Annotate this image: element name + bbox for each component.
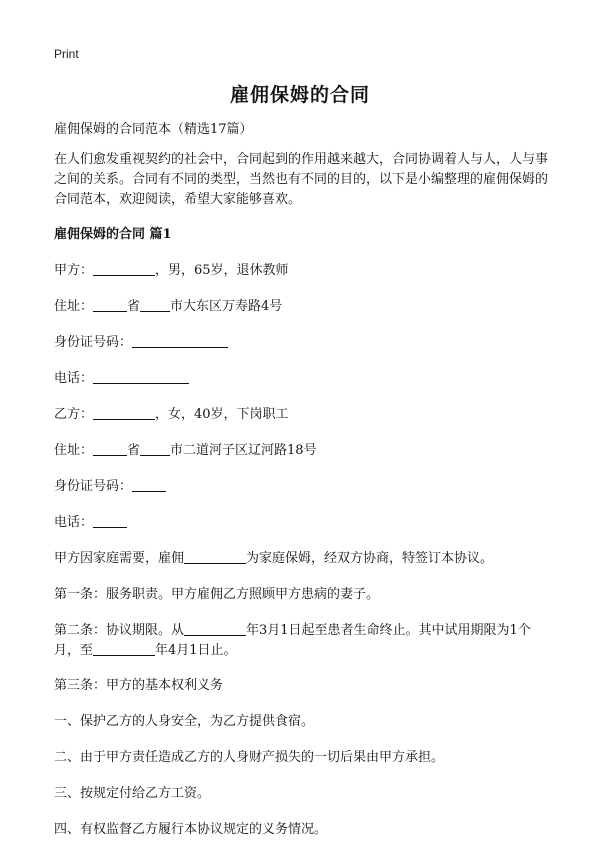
party-a-id-blank [132,333,228,348]
party-a-phone-label: 电话： [54,371,94,386]
agreement-intro-line [54,549,548,569]
agreement-nanny-blank [184,549,246,564]
article-3: 第三条：甲方的基本权利义务 [54,678,224,693]
party-a-line [54,261,548,281]
party-b-phone-blank [93,513,127,528]
party-b-province-label: 省 [127,443,141,458]
article-3-item-1: 一、保护乙方的人身安全，为乙方提供食宿。 [54,714,315,729]
party-a-label: 甲方： [54,263,94,278]
document-subtitle: 雇佣保姆的合同范本（精选17篇） [54,122,253,137]
party-b-id-label: 身份证号码： [54,479,133,494]
party-a-details: ，男，65岁，退休教师 [155,263,289,278]
party-b-address-rest: 市二道河子区辽河路18号 [170,443,317,458]
article-3-item-2: 二、由于甲方责任造成乙方的人身财产损失的一切后果由甲方承担。 [54,750,445,765]
article-2-trial-year-blank [93,641,155,656]
print-link[interactable]: Print [54,47,79,61]
party-b-line [54,405,548,425]
agreement-intro-start: 甲方因家庭需要，雇佣 [54,551,185,566]
article-2 [54,621,548,661]
party-b-label: 乙方： [54,407,94,422]
article-2-end: 年4月1日止。 [155,643,237,658]
party-a-phone-line [54,369,548,389]
party-b-province-blank [93,441,127,456]
party-b-name-blank [93,405,155,420]
article-1: 第一条：服务职责。甲方雇佣乙方照顾甲方患病的妻子。 [54,587,380,602]
party-a-city-blank [140,297,170,312]
article-2-year-blank [184,621,246,636]
party-a-id-label: 身份证号码： [54,335,133,350]
party-a-address-label: 住址： [54,299,94,314]
article-3-item-3: 三、按规定付给乙方工资。 [54,786,211,801]
party-a-phone-blank [93,369,189,384]
party-a-province-label: 省 [127,299,141,314]
party-a-province-blank [93,297,127,312]
party-b-address-label: 住址： [54,443,94,458]
article-2-start: 第二条：协议期限。从 [54,623,185,638]
party-b-id-blank [132,477,166,492]
party-b-phone-line [54,513,548,533]
intro-paragraph: 在人们愈发重视契约的社会中，合同起到的作用越来越大，合同协调着人与人，人与事之间的关系。合同有不同的类型，当然也有不同的目的，以下是小编整理的雇佣保姆的合同范本，欢迎阅读，希望大家能够喜欢。 [54,152,549,207]
agreement-intro-end: 为家庭保姆，经双方协商，特签订本协议。 [246,551,494,566]
party-b-city-blank [140,441,170,456]
section-heading: 雇佣保姆的合同 篇1 [54,227,172,242]
document-title: 雇佣保姆的合同 [229,84,370,106]
party-b-phone-label: 电话： [54,515,94,530]
party-b-id-line [54,477,548,497]
party-b-address-line [54,441,548,461]
party-a-id-line [54,333,548,353]
article-2-mid: 年3月1日起至患者生命终止。其中试用期限为1个月，至 [54,623,531,658]
party-b-details: ，女，40岁，下岗职工 [155,407,289,422]
party-a-name-blank [93,261,155,276]
party-a-address-rest: 市大东区万寿路4号 [170,299,283,314]
party-a-address-line [54,297,548,317]
article-3-item-4: 四、有权监督乙方履行本协议规定的义务情况。 [54,822,328,837]
document-body [54,120,548,856]
